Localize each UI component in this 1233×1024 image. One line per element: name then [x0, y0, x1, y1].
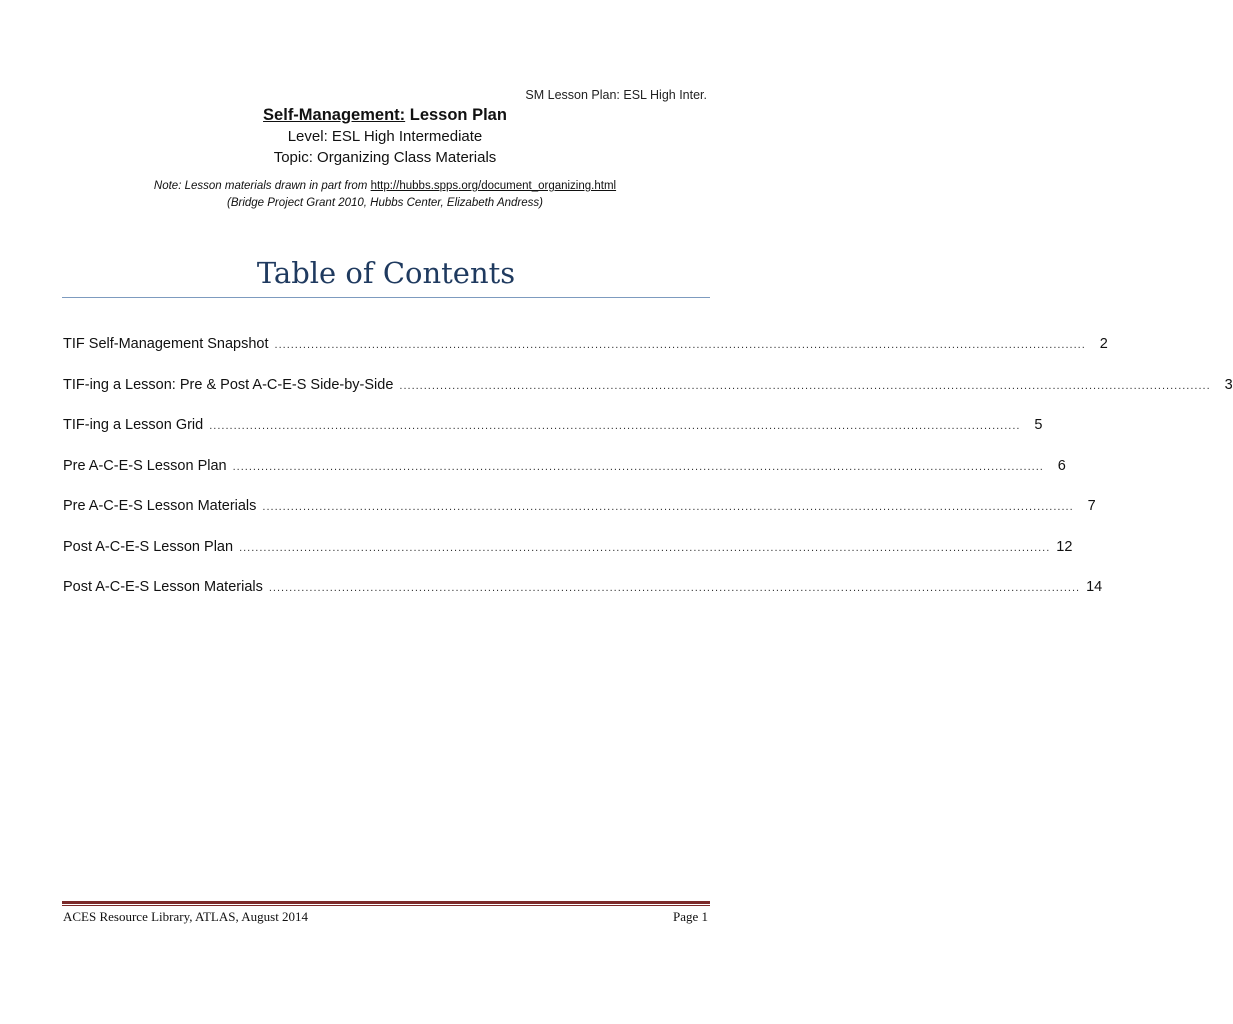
- toc-entry[interactable]: [63, 336, 1108, 377]
- running-head: SM Lesson Plan: ESL High Inter.: [525, 88, 707, 102]
- note-block: [0, 178, 770, 212]
- toc-entry-page: 14: [1086, 579, 1103, 595]
- toc-heading: Table of Contents: [256, 256, 516, 290]
- toc-leader-dots: ........................................................................................................................................................................................................: [262, 501, 1074, 513]
- toc-entry[interactable]: [63, 376, 1233, 418]
- footer-source: ACES Resource Library, ATLAS, August 2014: [63, 909, 309, 924]
- source-link[interactable]: http://hubbs.spps.org/document_organizing.html: [370, 180, 617, 192]
- title-block: [0, 104, 770, 168]
- toc-entry-label: Pre A-C-E-S Lesson Materials: [63, 498, 257, 514]
- footer-page-number: Page 1: [672, 909, 708, 924]
- toc-leader-dots: ........................................................................................................................................................................................................: [232, 460, 1044, 473]
- note-prefix: Note: Lesson materials drawn in part from: [153, 180, 371, 192]
- toc-entry-label: TIF-ing a Lesson: Pre & Post A-C-E-S Side-by-Side: [63, 376, 394, 393]
- document-title-main: Self-Management:: [263, 106, 406, 124]
- toc-entry-label: Post A-C-E-S Lesson Materials: [63, 579, 263, 595]
- toc-entry[interactable]: [63, 498, 1096, 539]
- note-line: [0, 178, 770, 195]
- toc-leader-dots: ........................................................................................................................................................................................................: [399, 379, 1211, 392]
- toc-entry-page: 5: [1034, 417, 1043, 433]
- toc-entry-label: TIF-ing a Lesson Grid: [63, 417, 204, 433]
- toc-entry-label: Pre A-C-E-S Lesson Plan: [63, 457, 227, 474]
- level-line: Level: ESL High Intermediate: [287, 128, 483, 145]
- toc-heading-rule: [62, 297, 710, 298]
- footer-rule-thick: [62, 901, 710, 904]
- document-title-sub: Lesson Plan: [405, 106, 507, 124]
- toc-entry[interactable]: [63, 417, 1043, 458]
- toc-entry-label: TIF Self-Management Snapshot: [63, 336, 269, 352]
- toc-list: [63, 336, 1233, 620]
- toc-entry[interactable]: [63, 579, 1103, 620]
- toc-leader-dots: ........................................................................................................................................................................................................: [239, 541, 1051, 554]
- toc-leader-dots: ........................................................................................................................................................................................................: [274, 339, 1086, 351]
- toc-entry-page: 2: [1099, 336, 1108, 352]
- footer-rule-thin: [62, 905, 710, 906]
- document-title: [0, 104, 770, 126]
- toc-entry-label: Post A-C-E-S Lesson Plan: [63, 538, 234, 555]
- toc-entry[interactable]: [63, 457, 1066, 499]
- toc-entry-page: 3: [1224, 376, 1233, 393]
- toc-entry-page: 7: [1087, 498, 1096, 514]
- toc-entry[interactable]: [63, 538, 1073, 580]
- note-credit: (Bridge Project Grant 2010, Hubbs Center, Elizabeth Andress): [227, 197, 543, 209]
- toc-leader-dots: ........................................................................................................................................................................................................: [209, 420, 1021, 432]
- toc-entry-page: 6: [1057, 457, 1066, 474]
- toc-entry-page: 12: [1056, 538, 1073, 555]
- topic-line: Topic: Organizing Class Materials: [273, 149, 497, 166]
- toc-leader-dots: ........................................................................................................................................................................................................: [268, 582, 1081, 594]
